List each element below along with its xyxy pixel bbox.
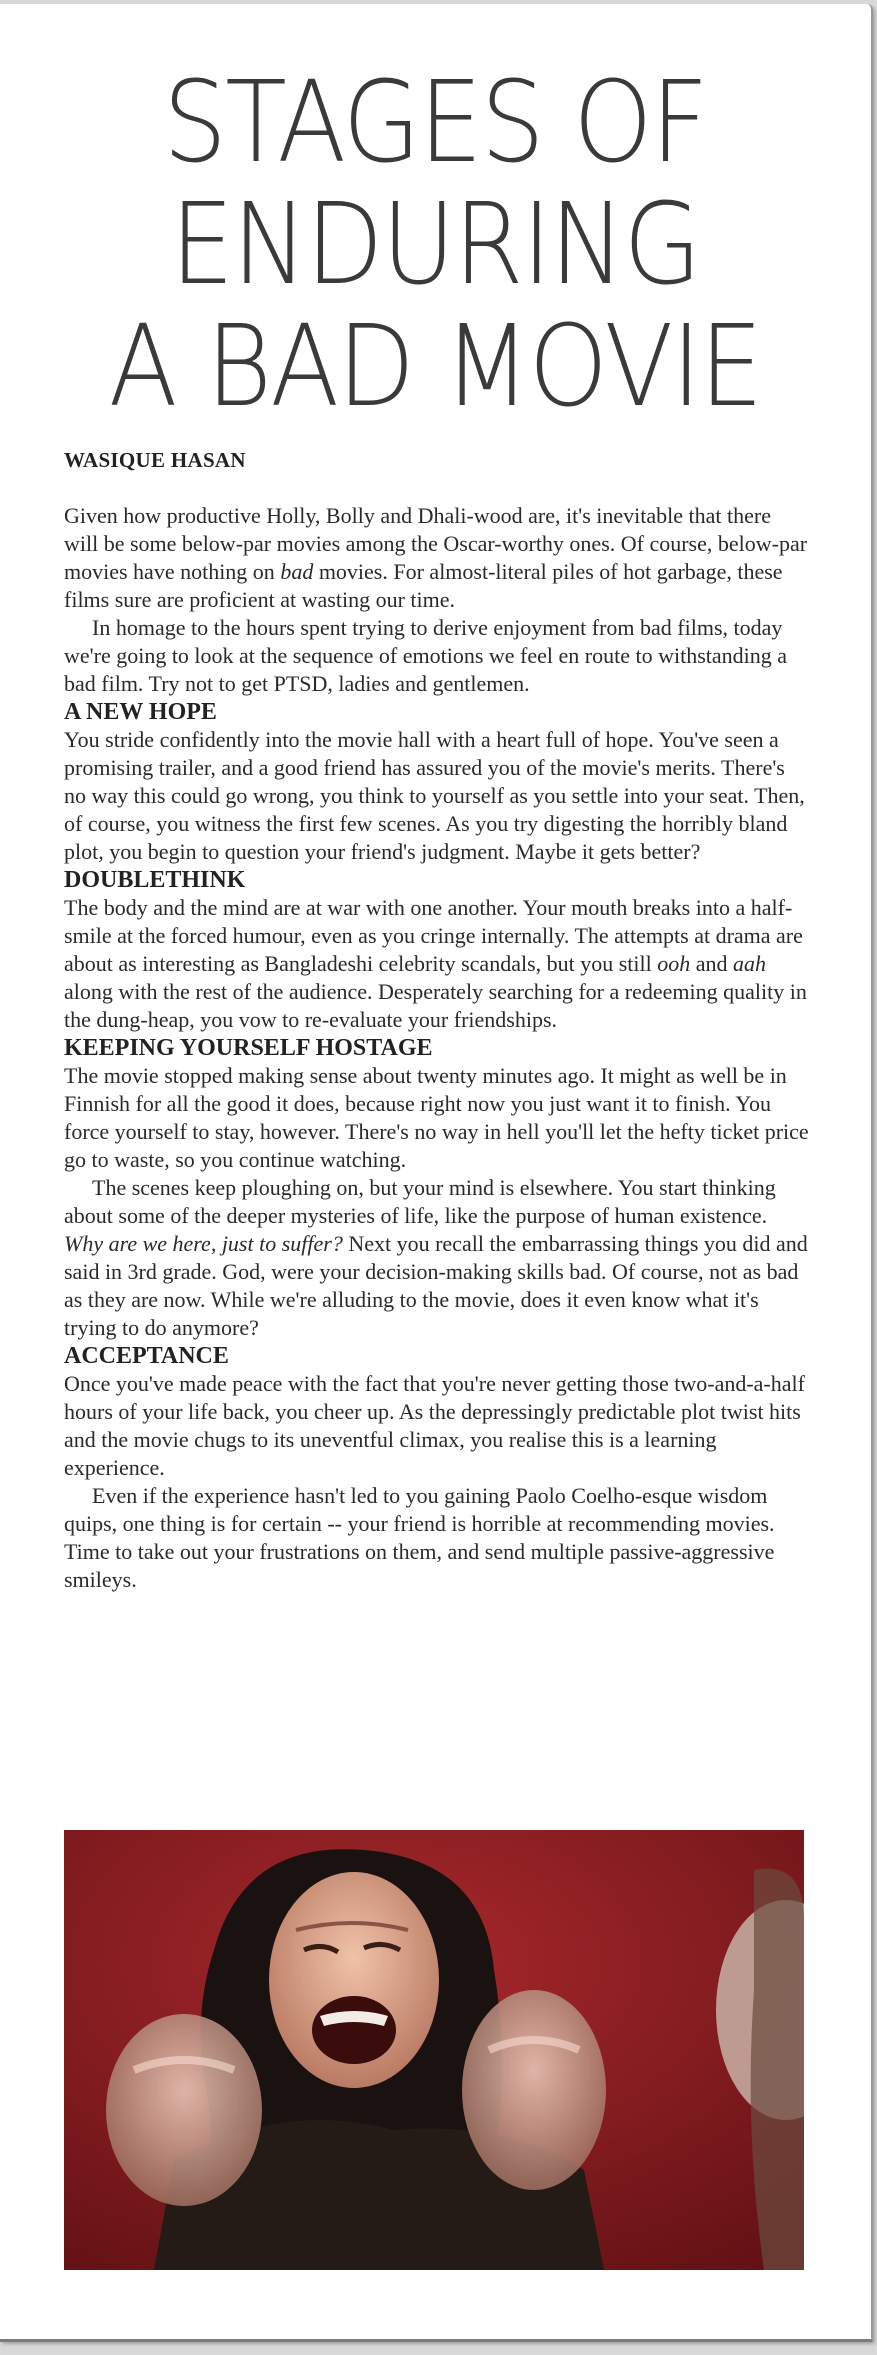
- intro-paragraph-2: In homage to the hours spent trying to derive enjoyment from bad films, today we're going to look at the sequence of emotions we feel en route to withstanding a bad film. Try not to get PTSD, ladies and gentlemen.: [64, 615, 788, 696]
- headline-line-2: ENDURING: [170, 180, 700, 310]
- hostage-paragraph-1: The movie stopped making sense about twenty minutes ago. It might as well be in Finnish for all the good it does, because right now you just want it to finish. You force yourself to stay, however. There's no way in hell you'll let the hefty ticket price go to waste, so you continue watching.: [64, 1063, 809, 1172]
- newspaper-page: [0, 4, 873, 2342]
- headline-line-1: STAGES OF: [163, 58, 707, 188]
- emphasis-ooh: ooh: [657, 951, 691, 976]
- section-heading-acceptance: ACCEPTANCE: [64, 1343, 229, 1369]
- movie-still-photo: [64, 1830, 804, 2270]
- article-headline: [80, 58, 791, 432]
- section-heading-doublethink: DOUBLETHINK: [64, 867, 246, 893]
- section-heading-hostage: KEEPING YOURSELF HOSTAGE: [64, 1035, 433, 1061]
- acceptance-paragraph-2: Even if the experience hasn't led to you gaining Paolo Coelho-esque wisdom quips, one thing is for certain -- your friend is horrible at recommending movies. Time to take out your frustrations on them, and send multiple passive-aggressive smileys.: [64, 1483, 775, 1592]
- acceptance-paragraph-1: Once you've made peace with the fact that you're never getting those two-and-a-half hours of your life back, you cheer up. As the depressingly predictable plot twist hits and the movie chugs to its uneventful climax, you realise this is a learning experience.: [64, 1371, 805, 1480]
- section-heading-new-hope: A NEW HOPE: [64, 699, 217, 725]
- emphasis-bad: bad: [280, 559, 314, 584]
- hostage-paragraph-2: The scenes keep ploughing on, but your mind is elsewhere. You start thinking about some of the deeper mysteries of life, like the purpose of human existence. Why are we here, just to suffer? Next you recall the embarrassing things you did and said in 3rd grade. God, were your decision-making skills bad. Of course, not as bad as they are now. While we're alluding to the movie, does it even know what it's trying to do anymore?: [64, 1175, 808, 1340]
- headline-line-3: A BAD MOVIE: [108, 302, 762, 432]
- author-byline: WASIQUE HASAN: [64, 448, 246, 472]
- doublethink-paragraph: The body and the mind are at war with one another. Your mouth breaks into a half-smile at the forced humour, even as you cringe internally. The attempts at drama are about as interesting as Bangladeshi celebrity scandals, but you still ooh and aah along with the rest of the audience. Desperately searching for a redeeming quality in the dung-heap, you vow to re-evaluate your friendships.: [64, 895, 807, 1032]
- open-mouth: [312, 1996, 396, 2064]
- emphasis-suffer-quote: Why are we here, just to suffer?: [64, 1231, 343, 1256]
- article-body: [64, 502, 810, 1594]
- intro-paragraph-1: Given how productive Holly, Bolly and Dhali-wood are, it's inevitable that there will be some below-par movies among the Oscar-worthy ones. Of course, below-par movies have nothing on bad movies. For almost-literal piles of hot garbage, these films sure are proficient at wasting our time.: [64, 503, 808, 612]
- second-person-hair: [751, 1869, 804, 2270]
- new-hope-paragraph: You stride confidently into the movie hall with a heart full of hope. You've seen a promising trailer, and a good friend has assured you of the movie's merits. There's no way this could go wrong, you think to yourself as you settle into your seat. Then, of course, you witness the first few scenes. As you try digesting the horribly bland plot, you begin to question your friend's judgment. Maybe it gets better?: [64, 727, 805, 864]
- emphasis-aah: aah: [733, 951, 767, 976]
- left-fist: [106, 2014, 262, 2206]
- right-fist: [462, 1990, 606, 2190]
- movie-still-illustration: [64, 1830, 804, 2270]
